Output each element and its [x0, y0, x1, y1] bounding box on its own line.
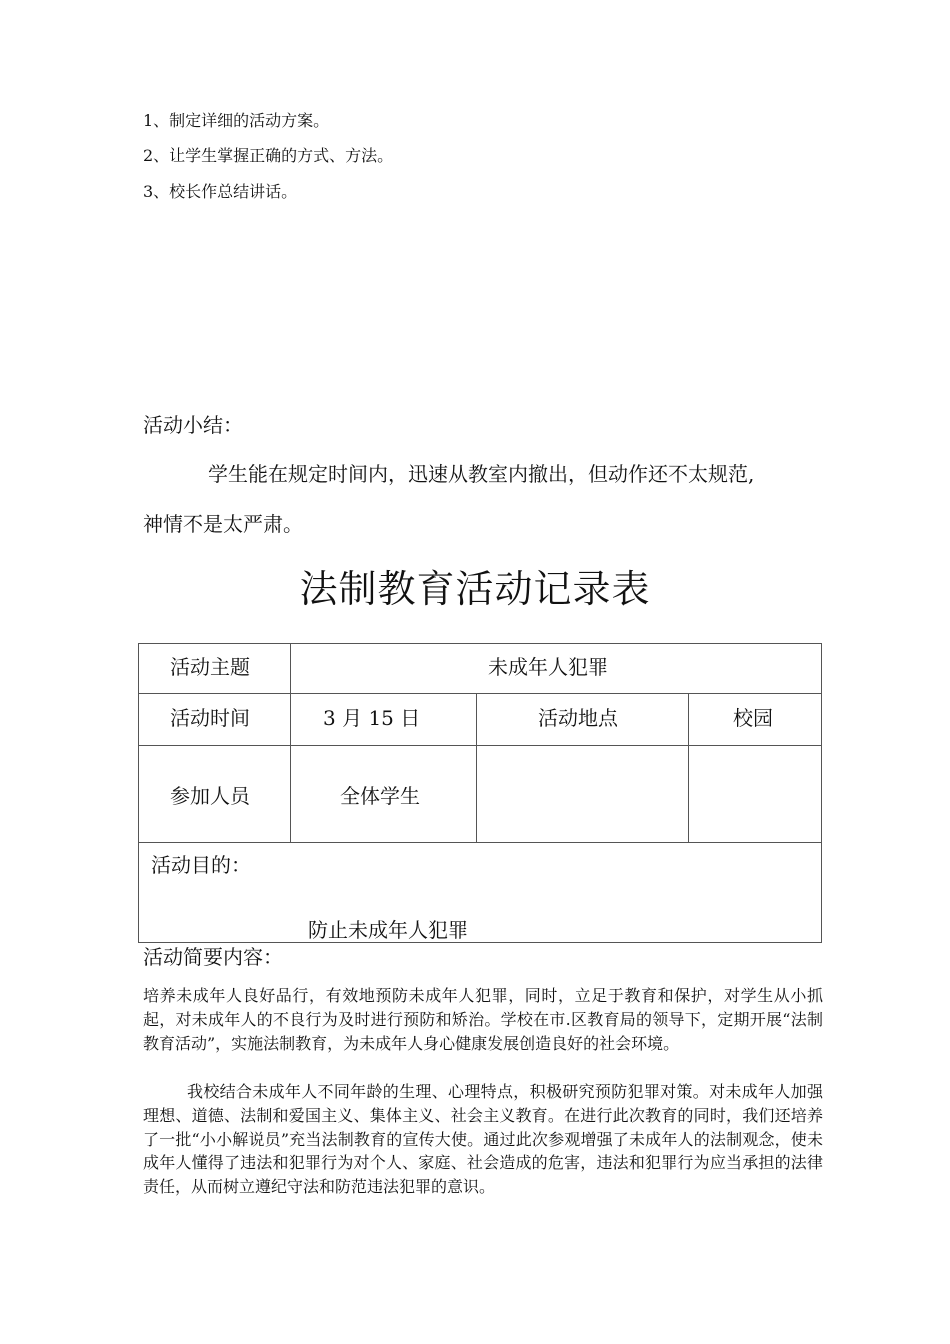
- table-border: [290, 643, 291, 842]
- summary-text: 神情不是太严肃。: [143, 512, 303, 536]
- table-border: [138, 745, 822, 746]
- table-border: [138, 643, 822, 644]
- summary-text: 学生能在规定时间内，迅速从教室内撤出，但动作还不太规范,: [208, 462, 755, 486]
- table-border: [138, 942, 822, 943]
- table-border: [476, 693, 477, 842]
- summary-heading: 活动小结：: [143, 413, 243, 437]
- content-heading: 活动简要内容：: [143, 945, 283, 969]
- step-item: 1、制定详细的活动方案。: [143, 111, 330, 130]
- table-border: [138, 693, 822, 694]
- document-title: 法制教育活动记录表: [299, 567, 651, 611]
- participants-value: 全体学生: [340, 784, 420, 808]
- participants-label: 参加人员: [170, 784, 250, 808]
- table-border: [821, 643, 822, 943]
- table-border: [138, 643, 139, 943]
- table-border: [138, 842, 822, 843]
- step-item: 3、校长作总结讲话。: [143, 182, 298, 201]
- table-border: [688, 693, 689, 842]
- content-paragraph: 我校结合未成年人不同年龄的生理、心理特点，积极研究预防犯罪对策。对未成年人加强理想、道德、法制和爱国主义、集体主义、社会主义教育。在进行此次教育的同时，我们还培养了一批“小小解说员”充当法制教育的宣传大使。通过此次参观增强了未成年人的法制观念，使未成年人懂得了违法和犯罪行为对个人、家庭、社会造成的危害，违法和犯罪行为应当承担的法律责任，从而树立遵纪守法和防范违法犯罪的意识。: [143, 1082, 823, 1197]
- purpose-value: 防止未成年人犯罪: [308, 918, 468, 942]
- time-label: 活动时间: [170, 706, 250, 730]
- purpose-label: 活动目的：: [151, 853, 251, 877]
- time-value: 3 月 15 日: [323, 706, 421, 730]
- step-item: 2、让学生掌握正确的方式、方法。: [143, 146, 394, 165]
- place-value: 校园: [733, 706, 773, 730]
- topic-value: 未成年人犯罪: [488, 655, 608, 679]
- content-paragraph: 培养未成年人良好品行，有效地预防未成年人犯罪，同时，立足于教育和保护，对学生从小抓起，对未成年人的不良行为及时进行预防和矫治。学校在市.区教育局的领导下，定期开展“法制教育活动”，实施法制教育，为未成年人身心健康发展创造良好的社会环境。: [143, 986, 823, 1053]
- topic-label: 活动主题: [170, 655, 250, 679]
- place-label: 活动地点: [538, 706, 618, 730]
